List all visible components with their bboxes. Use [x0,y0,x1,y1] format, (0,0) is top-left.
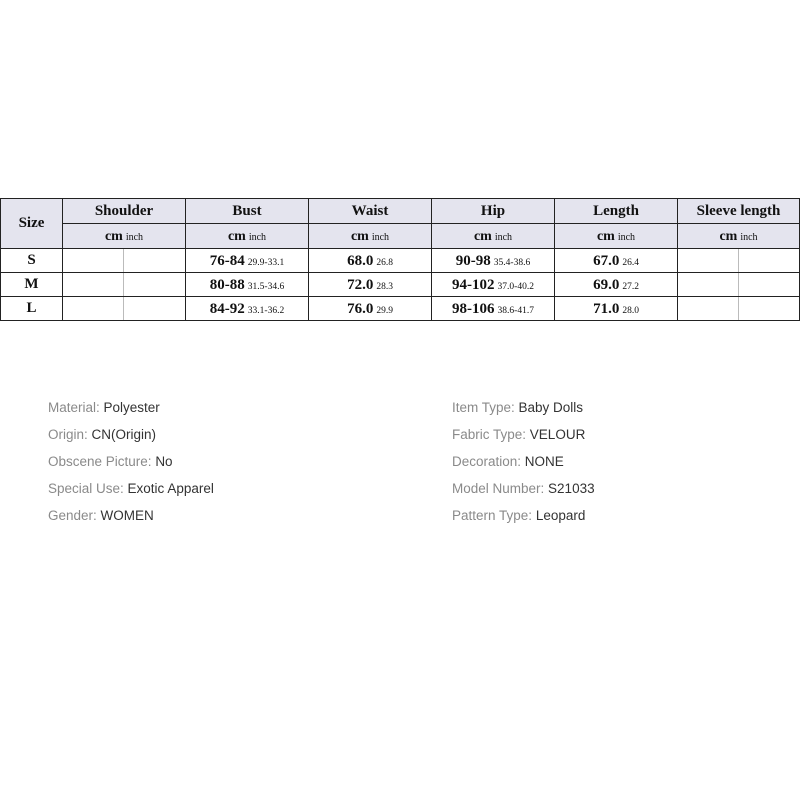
waist-cm: 72.0 [347,276,374,293]
unit-cm: cm [719,229,738,244]
spec-key: Item Type: [452,400,519,415]
unit-cm: cm [104,229,123,244]
spec-key: Origin: [48,427,92,442]
hip-inch: 35.4-38.6 [493,257,531,268]
length-header: Length [555,199,678,224]
bust-cm: 76-84 [209,252,245,269]
hip-cm: 94-102 [452,276,495,293]
unit-cm: cm [596,229,615,244]
sleeve-inch-cell [739,297,800,321]
hip-cm: 98-106 [452,300,495,317]
hip-inch: 37.0-40.2 [497,281,534,292]
unit-header [63,224,186,249]
waist-inch: 28.3 [376,281,393,292]
shoulder-inch-cell [124,249,186,273]
hip-cell [432,273,555,297]
spec-column-left [48,400,214,535]
spec-key: Fabric Type: [452,427,530,442]
sleeve-length-header: Sleeve length [678,199,800,224]
spec-value: S21033 [548,481,595,496]
spec-item-decoration [452,454,595,481]
length-cell [555,273,678,297]
unit-header [309,224,432,249]
unit-cm: cm [350,229,369,244]
spec-item-pattern-type [452,508,595,535]
length-cm: 67.0 [593,252,620,269]
spec-item-special-use [48,481,214,508]
waist-cell [309,273,432,297]
length-cell [555,297,678,321]
spec-value: VELOUR [529,427,586,442]
spec-item-material [48,400,214,427]
waist-cell [309,297,432,321]
size-column-header: Size [1,199,63,249]
spec-value: No [155,454,173,469]
spec-item-obscene-picture [48,454,214,481]
unit-header [186,224,309,249]
waist-cm: 76.0 [347,300,374,317]
shoulder-cm-cell [63,297,124,321]
hip-cm: 90-98 [455,252,491,269]
unit-inch: inch [371,232,390,243]
bust-header: Bust [186,199,309,224]
spec-key: Pattern Type: [452,508,536,523]
bust-cm: 84-92 [209,300,245,317]
table-row [1,297,800,321]
waist-cm: 68.0 [347,252,374,269]
shoulder-inch-cell [124,273,186,297]
table-row [1,249,800,273]
length-inch: 27.2 [622,281,639,292]
size-label: S [1,249,63,273]
unit-header [555,224,678,249]
unit-inch: inch [125,232,144,243]
waist-inch: 26.8 [376,257,393,268]
bust-inch: 33.1-36.2 [247,305,285,316]
spec-value: WOMEN [100,508,154,523]
size-label: L [1,297,63,321]
length-inch: 28.0 [622,305,639,316]
spec-key: Obscene Picture: [48,454,156,469]
spec-key: Special Use: [48,481,128,496]
hip-cell [432,297,555,321]
bust-cell [186,249,309,273]
table-row [1,273,800,297]
spec-value: NONE [524,454,564,469]
shoulder-cm-cell [63,249,124,273]
spec-value: Baby Dolls [518,400,584,415]
unit-cm: cm [473,229,492,244]
spec-item-model-number [452,481,595,508]
hip-header: Hip [432,199,555,224]
waist-header: Waist [309,199,432,224]
bust-cell [186,297,309,321]
sleeve-cm-cell [678,273,739,297]
spec-value: Polyester [103,400,160,415]
hip-cell [432,249,555,273]
spec-value: Exotic Apparel [127,481,214,496]
shoulder-inch-cell [124,297,186,321]
spec-item-item-type [452,400,595,427]
waist-inch: 29.9 [376,305,393,316]
unit-header [678,224,800,249]
spec-item-origin [48,427,214,454]
shoulder-header: Shoulder [63,199,186,224]
spec-item-gender [48,508,214,535]
unit-inch: inch [494,232,513,243]
header-row-units [1,224,800,249]
unit-inch: inch [248,232,267,243]
spec-column-right [452,400,595,535]
spec-value: CN(Origin) [91,427,157,442]
waist-cell [309,249,432,273]
unit-inch: inch [617,232,636,243]
size-label: M [1,273,63,297]
size-chart-table [0,198,800,321]
header-row-measurements [1,199,800,224]
length-inch: 26.4 [622,257,639,268]
sleeve-cm-cell [678,249,739,273]
length-cm: 69.0 [593,276,620,293]
spec-key: Gender: [48,508,101,523]
bust-cm: 80-88 [209,276,245,293]
bust-inch: 29.9-33.1 [247,257,285,268]
length-cm: 71.0 [593,300,620,317]
length-cell [555,249,678,273]
sleeve-inch-cell [739,273,800,297]
bust-inch: 31.5-34.6 [247,281,285,292]
spec-value: Leopard [535,508,586,523]
sleeve-cm-cell [678,297,739,321]
shoulder-cm-cell [63,273,124,297]
spec-key: Material: [48,400,104,415]
spec-key: Decoration: [452,454,525,469]
sleeve-inch-cell [739,249,800,273]
spec-key: Model Number: [452,481,549,496]
unit-cm: cm [227,229,246,244]
spec-item-fabric-type [452,427,595,454]
bust-cell [186,273,309,297]
unit-inch: inch [740,232,758,243]
hip-inch: 38.6-41.7 [497,305,534,316]
unit-header [432,224,555,249]
